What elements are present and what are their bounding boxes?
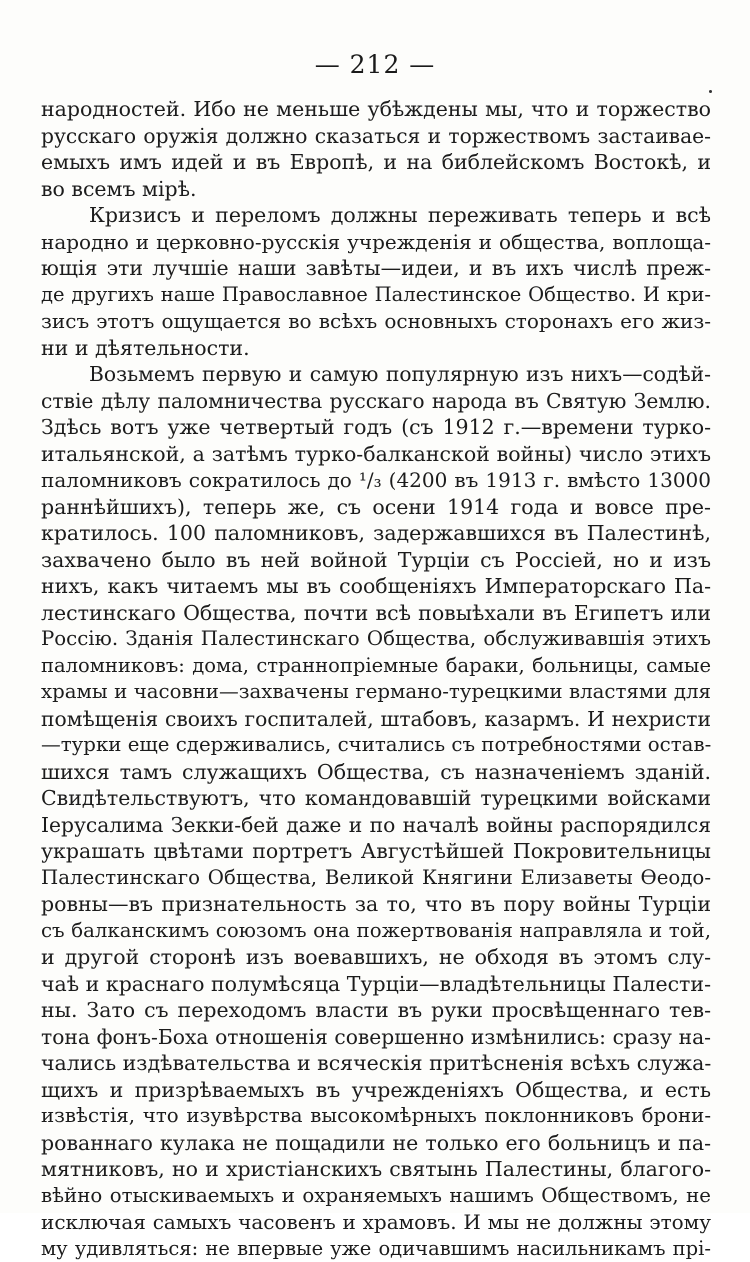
text-line: Палестинскаго Общества, Великой Княгини Елизаветы Ѳеодо-	[41, 865, 711, 892]
text-line: ствіе дѣлу паломничества русскаго народа въ Святую Землю.	[41, 388, 711, 415]
text-line: русскаго оружія должно сказаться и торжествомъ застаиваe-	[41, 123, 711, 150]
text-line: ровны—въ признательность за то, что въ пору войны Турціи	[41, 891, 711, 918]
text-line: украшать цвѣтами портретъ Августѣйшей Покровительницы	[41, 838, 711, 865]
text-line: исключая самыхъ часовенъ и храмовъ. И мы не должны этому	[41, 1209, 711, 1236]
text-line: народно и церковно-русскія учрежденія и общества, воплоща-	[41, 229, 711, 256]
text-line: чались издѣвательства и всяческія притѣсненія всѣхъ служа-	[41, 1050, 711, 1077]
text-line: тона фонъ-Боха отношенія совершенно измѣнились: сразу на-	[41, 1024, 711, 1051]
text-line: мятниковъ, но и христіанскихъ святынь Палестины, благого-	[41, 1156, 711, 1183]
text-line: во всемъ мірѣ.	[41, 176, 711, 203]
text-line: —турки еще сдерживались, считались съ потребностями остав-	[41, 732, 711, 759]
text-line: народностей. Ибо не меньше убѣждены мы, что и торжество	[41, 96, 711, 123]
text-line: ны. Зато съ переходомъ власти въ руки просвѣщеннаго тев-	[41, 997, 711, 1024]
print-speck	[709, 90, 712, 93]
text-line: шихся тамъ служащихъ Общества, съ назначеніемъ зданій.	[41, 759, 711, 786]
text-line: извѣстія, что изувѣрства высокомѣрныхъ поклонниковъ брони-	[41, 1103, 711, 1130]
text-line: лестинскаго Общества, почти всѣ повыѣхали въ Египетъ или	[41, 600, 711, 627]
paragraph-start-line: Возьмемъ первую и самую популярную изъ нихъ—содѣй-	[41, 361, 711, 388]
text-line: помѣщенія своихъ госпиталей, штабовъ, казармъ. И нехристи	[41, 706, 711, 733]
text-line: Россію. Зданія Палестинскаго Общества, обслуживавшія этихъ	[41, 626, 711, 653]
text-line: храмы и часовни—захвачены германо-турецкими властями для	[41, 679, 711, 706]
text-line: паломниковъ сократилось до ¹/₃ (4200 въ 1913 г. вмѣсто 13000	[41, 467, 711, 494]
text-line: Здѣсь вотъ уже четвертый годъ (съ 1912 г.—времени турко-	[41, 414, 711, 441]
text-line: Іерусалима Зекки-бей даже и по началѣ войны распорядился	[41, 812, 711, 839]
paragraph-start-line: Кризисъ и переломъ должны переживать теперь и всѣ	[41, 202, 711, 229]
text-line: Свидѣтельствуютъ, что командовавшій турецкими войсками	[41, 785, 711, 812]
text-line: захвачено было въ ней войной Турціи съ Россіей, но и изъ	[41, 547, 711, 574]
text-line: итальянской, а затѣмъ турко-балканской войны) число этихъ	[41, 441, 711, 468]
body-text	[41, 96, 711, 1262]
page-number: — 212 —	[0, 50, 750, 79]
text-line: зисъ этотъ ощущается во всѣхъ основныхъ сторонахъ его жиз-	[41, 308, 711, 335]
text-line: му удивляться: не впервые уже одичавшимъ насильникамъ прі-	[41, 1236, 711, 1262]
text-line: ющія эти лучшіе наши завѣты—идеи, и въ ихъ числѣ преж-	[41, 255, 711, 282]
text-line: емыхъ имъ идей и въ Европѣ, и на библейскомъ Востокѣ, и	[41, 149, 711, 176]
text-line: ни и дѣятельности.	[41, 335, 711, 362]
text-line: паломниковъ: дома, страннопріемные бараки, больницы, самые	[41, 653, 711, 680]
text-line: съ балканскимъ союзомъ она пожертвованія направляла и той,	[41, 918, 711, 945]
text-line: щихъ и призрѣваемыхъ въ учрежденіяхъ Общества, и есть	[41, 1077, 711, 1104]
text-line: и другой сторонѣ изъ воевавшихъ, не обходя въ этомъ слу-	[41, 944, 711, 971]
text-line: чаѣ и краснаго полумѣсяца Турціи—владѣтельницы Палести-	[41, 971, 711, 998]
text-line: де другихъ наше Православное Палестинское Общество. И кри-	[41, 282, 711, 309]
text-line: кратилось. 100 паломниковъ, задержавшихся въ Палестинѣ,	[41, 520, 711, 547]
text-line: нихъ, какъ читаемъ мы въ сообщеніяхъ Императорскаго Па-	[41, 573, 711, 600]
text-line: рованнаго кулака не пощадили не только его больницъ и па-	[41, 1130, 711, 1157]
text-line: вѣйно отыскиваемыхъ и охраняемыхъ нашимъ Обществомъ, не	[41, 1183, 711, 1210]
text-line: раннѣйшихъ), теперь же, съ осени 1914 года и вовсе пре-	[41, 494, 711, 521]
